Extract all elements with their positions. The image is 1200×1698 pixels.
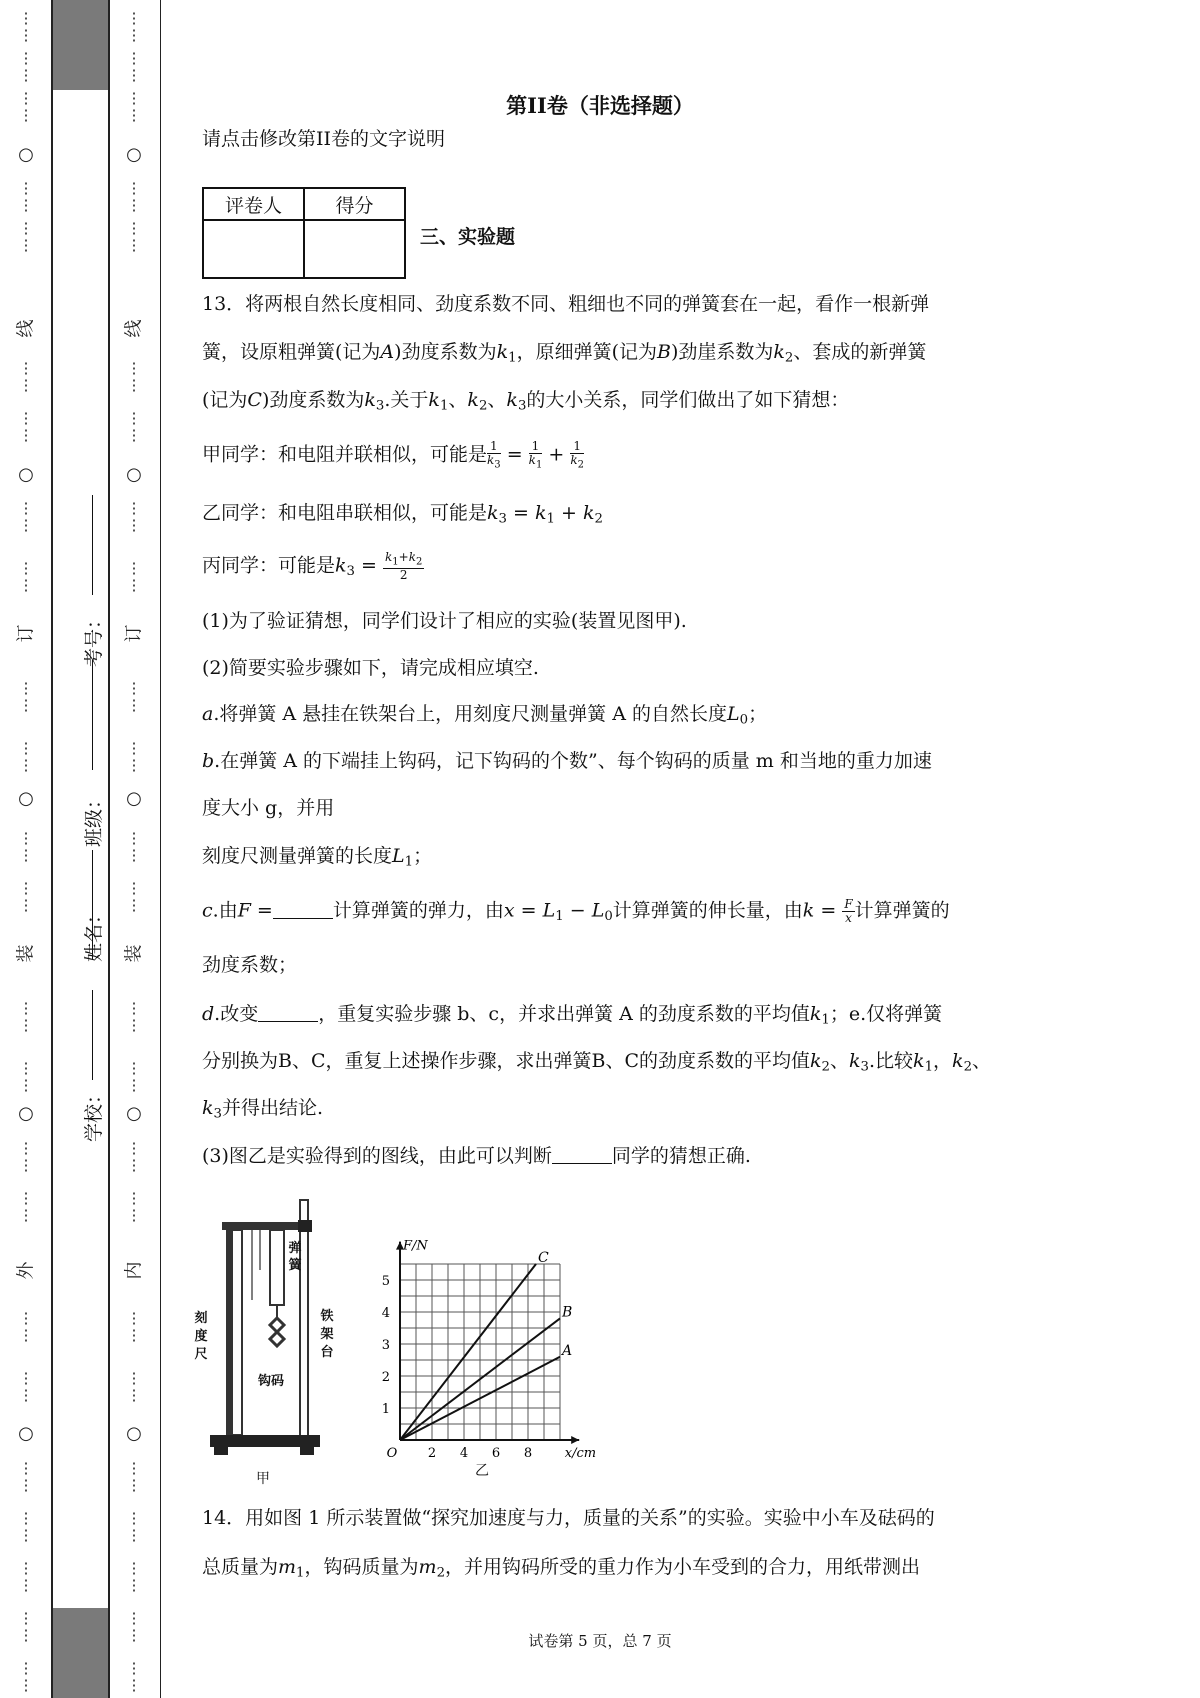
q13-step-3 — [202, 1145, 1000, 1167]
y-tick-label: 2 — [381, 1370, 390, 1385]
q13-text: )劲度系数为 — [261, 389, 365, 411]
margin-border-inner — [160, 0, 161, 1698]
q13-text: 计算弹簧的伸长量，由 — [612, 899, 803, 922]
q14-text: 总质量为 — [202, 1556, 279, 1578]
q13-step-2: (2)简要实验步骤如下，请完成相应填空. — [202, 657, 539, 679]
margin-border-mid — [108, 0, 110, 1698]
q13-intro-line-3: (记为C)劲度系数为$k_3$.关于$k_1$、$k_2$、$k_3$的大小关系，同学们做出了如下猜想： — [202, 389, 850, 414]
y-tick-label: 4 — [381, 1306, 390, 1321]
score-table-score-cell[interactable] — [304, 220, 405, 278]
q13-step-a: a.将弹簧 A 悬挂在铁架台上，用刻度尺测量弹簧 A 的自然长度$L_0$； — [202, 703, 768, 728]
margin-dots: ⋮ ⋮ — [126, 409, 142, 444]
q14-text: ，并用钩码所受的重力作为小车受到的合力，用纸带测出 — [445, 1556, 921, 1578]
field-exam-number — [54, 600, 104, 680]
q13-text: ；e.仅将弹簧 — [829, 1003, 943, 1025]
q13-step-d-line-3: $k_3$并得出结论. — [202, 1097, 324, 1122]
margin-dots: ⋮ ⋮ — [126, 879, 142, 914]
q13-step-1: (1)为了验证猜想，同学们设计了相应的实验(装置见图甲). — [202, 610, 687, 632]
q13-text: 计算弹簧的 — [854, 899, 950, 922]
margin-dots: ⋮ ⋮ — [126, 9, 142, 44]
margin-dots: ⋮ ⋮ — [18, 559, 34, 594]
margin-dots: ⋮ ⋮ — [126, 1059, 142, 1094]
margin-label-char: 线 — [123, 319, 145, 338]
margin-circle-icon: ○ — [126, 144, 142, 165]
q13-text: )劲崖系数为 — [670, 341, 774, 363]
margin-dots: ⋮ ⋮ — [18, 1459, 34, 1494]
margin-dots: ⋮ ⋮ — [126, 1309, 142, 1344]
q13-step-b-line-3: 刻度尺测量弹簧的长度$L_1$； — [202, 845, 433, 870]
margin-dots: ⋮ ⋮ — [18, 179, 34, 214]
ruler — [232, 1230, 242, 1435]
margin-circle-icon: ○ — [126, 1423, 142, 1444]
section-title: 第II卷（非选择题） — [506, 93, 694, 118]
q13-step-d-line-1: d.改变 ，重复实验步骤 b、c，并求出弹簧 A 的劲度系数的平均值$k_1$；e.仅将弹簧 — [202, 1003, 943, 1028]
margin-circle-icon: ○ — [18, 788, 34, 809]
weight-2 — [270, 1332, 284, 1346]
clamp — [298, 1220, 312, 1232]
weights-label: 钩码 — [258, 1374, 285, 1389]
q13-guess-jia: 甲同学：和电阻并联相似，可能是 $\frac{1}{k_3}$ = $\frac{1}{k_1}$ + $\frac{1}{k_2}$ — [202, 439, 584, 471]
field-school — [54, 1080, 104, 1160]
margin-dots: ⋮ ⋮ — [126, 679, 142, 714]
figure-yi — [365, 1235, 615, 1485]
q13-text: 丙同学：可能是 — [202, 554, 336, 577]
margin-label-char: 外 — [15, 1261, 37, 1280]
x-axis-arrow — [571, 1436, 579, 1444]
y-axis-label: F/N — [403, 1238, 428, 1254]
margin-dots: ⋮ ⋮ — [18, 1509, 34, 1544]
margin-dots: ⋮ ⋮ — [126, 829, 142, 864]
margin-dots: ⋮ ⋮ — [126, 1659, 142, 1694]
q14-line-2: 总质量为$m_1$，钩码质量为$m_2$，并用钩码所受的重力作为小车受到的合力，用纸带测出 — [202, 1556, 921, 1581]
margin-dots: ⋮ ⋮ — [18, 1139, 34, 1174]
answer-blank-correct-student[interactable] — [552, 1145, 612, 1164]
margin-border-outer — [51, 0, 53, 1698]
margin-dots: ⋮ ⋮ — [18, 89, 34, 124]
section-heading: 三、实验题 — [420, 226, 516, 248]
margin-dots: ⋮ ⋮ — [126, 359, 142, 394]
q13-text: 并得出结论. — [221, 1097, 324, 1119]
margin-label-char: 线 — [15, 319, 37, 338]
margin-dots: ⋮ ⋮ — [18, 1559, 34, 1594]
q13-text: 簧，设原粗弹簧(记为 — [202, 341, 381, 363]
answer-blank-change[interactable] — [258, 1003, 318, 1022]
q13-text: .在弹簧 A 的下端挂上钩码，记下钩码的个数”、每个钩码的质量 m 和当地的重力加速 — [214, 750, 932, 772]
y-tick-label: 3 — [381, 1338, 390, 1353]
margin-label-char: 订 — [15, 624, 37, 643]
q13-step-d-line-2: 分别换为B、C，重复上述操作步骤，求出弹簧B、C的劲度系数的平均值$k_2$、$k_3$.比较$k_1$，$k_2$、 — [202, 1050, 992, 1075]
q13-text: (3)图乙是实验得到的图线，由此可以判断 — [202, 1145, 552, 1167]
q13-step-c-line-1: c.由F = 计算弹簧的弹力，由$x = L_1 - L_0$计算弹簧的伸长量，由k = $\frac{F}{x}$ 计算弹簧的 — [202, 897, 950, 925]
margin-dots: ⋮ ⋮ — [126, 1459, 142, 1494]
score-table-score-header: 得分 — [304, 188, 405, 220]
margin-dots: ⋮ ⋮ — [126, 1509, 142, 1544]
q13-text: 、套成的新弹簧 — [793, 341, 927, 363]
spring-label: 弹簧 — [288, 1241, 302, 1273]
margin-dots: ⋮ ⋮ — [126, 1189, 142, 1224]
field-class — [54, 780, 104, 860]
margin-dots: ⋮ ⋮ — [18, 1059, 34, 1094]
q13-text: 甲同学：和电阻并联相似，可能是 — [202, 443, 488, 466]
margin-dots: ⋮ ⋮ — [126, 739, 142, 774]
name-blank[interactable] — [54, 850, 93, 960]
q13-text: 计算弹簧的弹力，由 — [332, 899, 504, 922]
stand-label: 铁架台 — [320, 1309, 334, 1360]
answer-blank-force[interactable] — [273, 900, 333, 919]
margin-dots: ⋮ ⋮ — [18, 679, 34, 714]
q14-text: ，钩码质量为 — [304, 1556, 419, 1578]
margin-dots: ⋮ ⋮ — [126, 1609, 142, 1644]
q13-intro-line-2: 簧，设原粗弹簧(记为A)劲度系数为$k_1$，原细弹簧(记为B)劲崖系数为$k_2$、套成的新弹簧 — [202, 341, 927, 366]
margin-dots: ⋮ ⋮ — [18, 499, 34, 534]
margin-dots: ⋮ ⋮ — [126, 1559, 142, 1594]
margin-circle-icon: ○ — [18, 464, 34, 485]
field-name-label: 姓名： — [83, 904, 106, 963]
exam-number-blank[interactable] — [54, 495, 93, 595]
q13-text: (记为 — [202, 389, 248, 411]
margin-dots: ⋮ ⋮ — [126, 559, 142, 594]
margin-dots: ⋮ ⋮ — [126, 1139, 142, 1174]
figure-jia-caption: 甲 — [256, 1471, 270, 1487]
q13-step-b-line-1: b.在弹簧 A 的下端挂上钩码，记下钩码的个数”、每个钩码的质量 m 和当地的重力加速 — [202, 750, 932, 772]
instruction-text[interactable]: 请点击修改第II卷的文字说明 — [202, 128, 446, 150]
score-table — [202, 187, 406, 279]
x-tick-label: 8 — [523, 1446, 533, 1461]
stand-pole — [300, 1200, 308, 1440]
series-label-c: C — [538, 1250, 549, 1266]
margin-dots: ⋮ ⋮ — [126, 89, 142, 124]
series-label-b: B — [562, 1304, 573, 1321]
q13-guess-bing: 丙同学：可能是$k_3$ = $\frac{k_1+k_2}{2}$ — [202, 550, 423, 583]
margin-circle-icon: ○ — [18, 144, 34, 165]
q13-text: 的大小关系，同学们做出了如下猜想： — [526, 389, 850, 411]
q13-guess-yi: 乙同学：和电阻串联相似，可能是$k_3 = k_1 + k_2$ — [202, 502, 603, 527]
q13-text: .由 — [212, 899, 238, 922]
margin-dots: ⋮ ⋮ — [18, 219, 34, 254]
margin-dots: ⋮ ⋮ — [18, 739, 34, 774]
margin-dots: ⋮ ⋮ — [18, 829, 34, 864]
ruler-label: 刻度尺 — [194, 1311, 208, 1362]
q13-text: .比较 — [869, 1050, 914, 1072]
margin-dots: ⋮ ⋮ — [18, 9, 34, 44]
score-table-grader-header: 评卷人 — [203, 188, 304, 220]
margin-dots: ⋮ ⋮ — [126, 49, 142, 84]
margin-dots: ⋮ ⋮ — [126, 499, 142, 534]
margin-dots: ⋮ ⋮ — [18, 999, 34, 1034]
q13-text: ，重复实验步骤 b、c，并求出弹簧 A 的劲度系数的平均值 — [318, 1003, 810, 1025]
x-axis-label: x/cm — [564, 1446, 597, 1461]
margin-dots: ⋮ ⋮ — [18, 49, 34, 84]
margin-dots: ⋮ ⋮ — [18, 409, 34, 444]
q13-intro-line-1: 13．将两根自然长度相同、劲度系数不同、粗细也不同的弹簧套在一起，看作一根新弹 — [202, 293, 930, 315]
q13-text: .将弹簧 A 悬挂在铁架台上，用刻度尺测量弹簧 A 的自然长度 — [213, 703, 727, 725]
margin-dots: ⋮ ⋮ — [18, 1309, 34, 1344]
x-tick-label: 2 — [427, 1446, 437, 1461]
margin-dots: ⋮ ⋮ — [18, 879, 34, 914]
margin-circle-icon: ○ — [18, 1103, 34, 1124]
school-blank[interactable] — [54, 990, 93, 1080]
q13-text: 刻度尺测量弹簧的长度 — [202, 845, 393, 867]
field-exam-number-label: 考号： — [83, 609, 106, 668]
origin-label: O — [386, 1446, 398, 1461]
margin-dots: ⋮ ⋮ — [18, 359, 34, 394]
y-tick-label: 1 — [381, 1402, 390, 1417]
margin-label-char: 装 — [123, 944, 145, 963]
q13-text: .关于 — [384, 389, 429, 411]
margin-circle-icon: ○ — [126, 1103, 142, 1124]
x-tick-label: 6 — [491, 1446, 501, 1461]
q13-step-b-line-2: 度大小 g，并用 — [202, 797, 335, 819]
score-table-grader-cell[interactable] — [203, 220, 304, 278]
f-x-chart — [365, 1235, 615, 1465]
stand-base — [210, 1435, 320, 1447]
margin-dots: ⋮ ⋮ — [126, 1369, 142, 1404]
q13-text: ，原细弹簧(记为 — [516, 341, 657, 363]
figure-yi-caption: 乙 — [475, 1463, 489, 1479]
q13-text: )劲度系数为 — [394, 341, 497, 363]
margin-dots: ⋮ ⋮ — [126, 999, 142, 1034]
series-label-a: A — [562, 1342, 573, 1359]
margin-dots: ⋮ ⋮ — [126, 179, 142, 214]
margin-circle-icon: ○ — [18, 1423, 34, 1444]
top-bar — [222, 1222, 310, 1230]
margin-gray-band-top — [53, 0, 108, 90]
margin-dots: ⋮ ⋮ — [18, 1189, 34, 1224]
margin-label-char: 装 — [15, 944, 37, 963]
q13-text: 分别换为B、C，重复上述操作步骤，求出弹簧B、C的劲度系数的平均值 — [202, 1050, 811, 1072]
q13-text: 乙同学：和电阻串联相似，可能是 — [202, 502, 488, 524]
field-class-label: 班级： — [83, 789, 106, 848]
margin-label-char: 订 — [123, 624, 145, 643]
q13-text: .改变 — [214, 1003, 259, 1025]
margin-dots: ⋮ ⋮ — [18, 1609, 34, 1644]
margin-circle-icon: ○ — [126, 788, 142, 809]
q13-step-c-line-2: 劲度系数； — [202, 954, 298, 976]
margin-label-char: 内 — [123, 1261, 145, 1280]
y-tick-label: 5 — [381, 1274, 390, 1289]
page-footer: 试卷第 5 页，总 7 页 — [528, 1632, 672, 1650]
field-school-label: 学校： — [83, 1084, 106, 1143]
figure-jia — [194, 1190, 350, 1490]
x-tick-label: 4 — [459, 1446, 469, 1461]
q14-line-1: 14．用如图 1 所示装置做“探究加速度与力，质量的关系”的实验。实验中小车及砝码的 — [202, 1507, 935, 1529]
margin-dots: ⋮ ⋮ — [126, 219, 142, 254]
margin-dots: ⋮ ⋮ — [18, 1659, 34, 1694]
q13-text: 同学的猜想正确. — [611, 1145, 751, 1167]
margin-gray-band-bottom — [53, 1608, 108, 1698]
margin-circle-icon: ○ — [126, 464, 142, 485]
margin-dots: ⋮ ⋮ — [18, 1369, 34, 1404]
spring — [270, 1230, 284, 1305]
